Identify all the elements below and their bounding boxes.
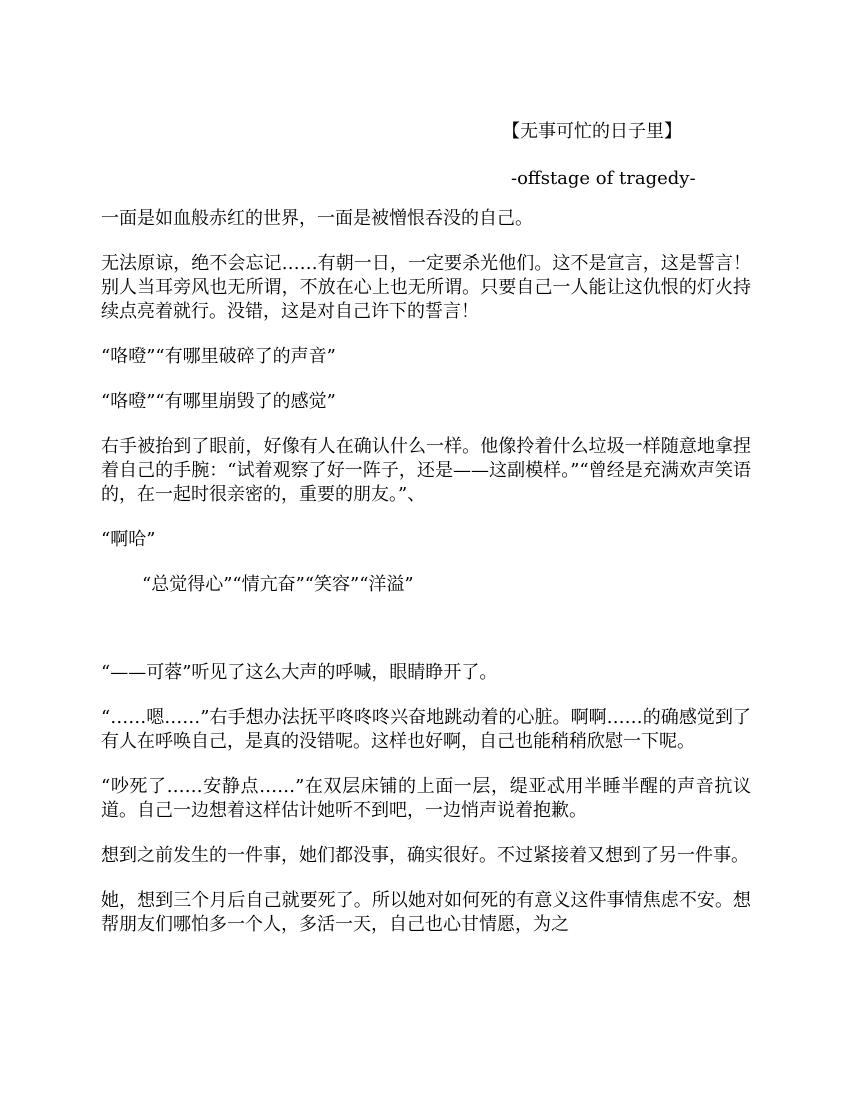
- paragraph: 一面是如血般赤红的世界，一面是被憎恨吞没的自己。: [101, 208, 533, 229]
- paragraph: “啊哈”: [101, 529, 156, 550]
- paragraph: 她，想到三个月后自己就要死了。所以她对如何死的有意义这件事情焦虑不安。想帮朋友们哪怕多一个人，多活一天，自己也心甘情愿，为之: [101, 890, 751, 935]
- body-text: [101, 207, 751, 958]
- paragraph: “吵死了……安静点……”在双层床铺的上面一层，缇亚忒用半睡半醒的声音抗议道。自己一边想着这样估计她听不到吧，一边悄声说着抱歉。: [101, 776, 751, 821]
- paragraph: “……嗯……”右手想办法抚平咚咚咚兴奋地跳动着的心脏。啊啊……的确感觉到了有人在呼唤自己，是真的没错呢。这样也好啊，自己也能稍稍欣慰一下呢。: [101, 707, 751, 752]
- paragraph: 右手被抬到了眼前，好像有人在确认什么一样。他像拎着什么垃圾一样随意地拿捏着自己的手腕：“试着观察了好一阵子，还是——这副模样。”“曾经是充满欢声笑语的，在一起时很亲密的，重要的朋友。”、: [101, 436, 751, 505]
- paragraph: “咯噔”“有哪里破碎了的声音”: [101, 346, 336, 367]
- paragraph: “咯噔”“有哪里崩毁了的感觉”: [101, 391, 336, 412]
- paragraph: “——可蓉”听见了这么大声的呼喊，眼睛睁开了。: [101, 662, 498, 683]
- chapter-subtitle: -offstage of tragedy-: [511, 168, 696, 189]
- paragraph: 想到之前发生的一件事，她们都没事，确实很好。不过紧接着又想到了另一件事。: [101, 845, 749, 866]
- chapter-title: 【无事可忙的日子里】: [502, 121, 682, 142]
- paragraph-indented: “总觉得心”“情亢奋”“笑容”“洋溢”: [142, 574, 414, 595]
- paragraph: 无法原谅，绝不会忘记……有朝一日，一定要杀光他们。这不是宣言，这是誓言！别人当耳旁风也无所谓，不放在心上也无所谓。只要自己一人能让这仇恨的灯火持续点亮着就行。没错，这是对自己许下的誓言！: [101, 253, 751, 322]
